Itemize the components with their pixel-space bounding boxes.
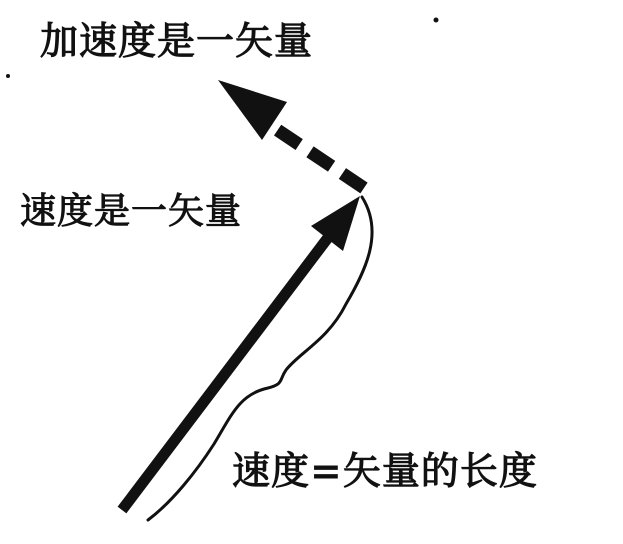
ink-dot xyxy=(6,74,10,78)
ink-dot xyxy=(434,18,439,23)
speed-definition-label: 速度=矢量的长度 xyxy=(232,449,538,493)
acceleration-vector-shaft xyxy=(270,125,364,188)
acceleration-vector-arrowhead xyxy=(218,80,287,140)
acceleration-vector-label: 加速度是一矢量 xyxy=(40,19,314,63)
velocity-vector-label: 速度是一矢量 xyxy=(20,191,243,232)
